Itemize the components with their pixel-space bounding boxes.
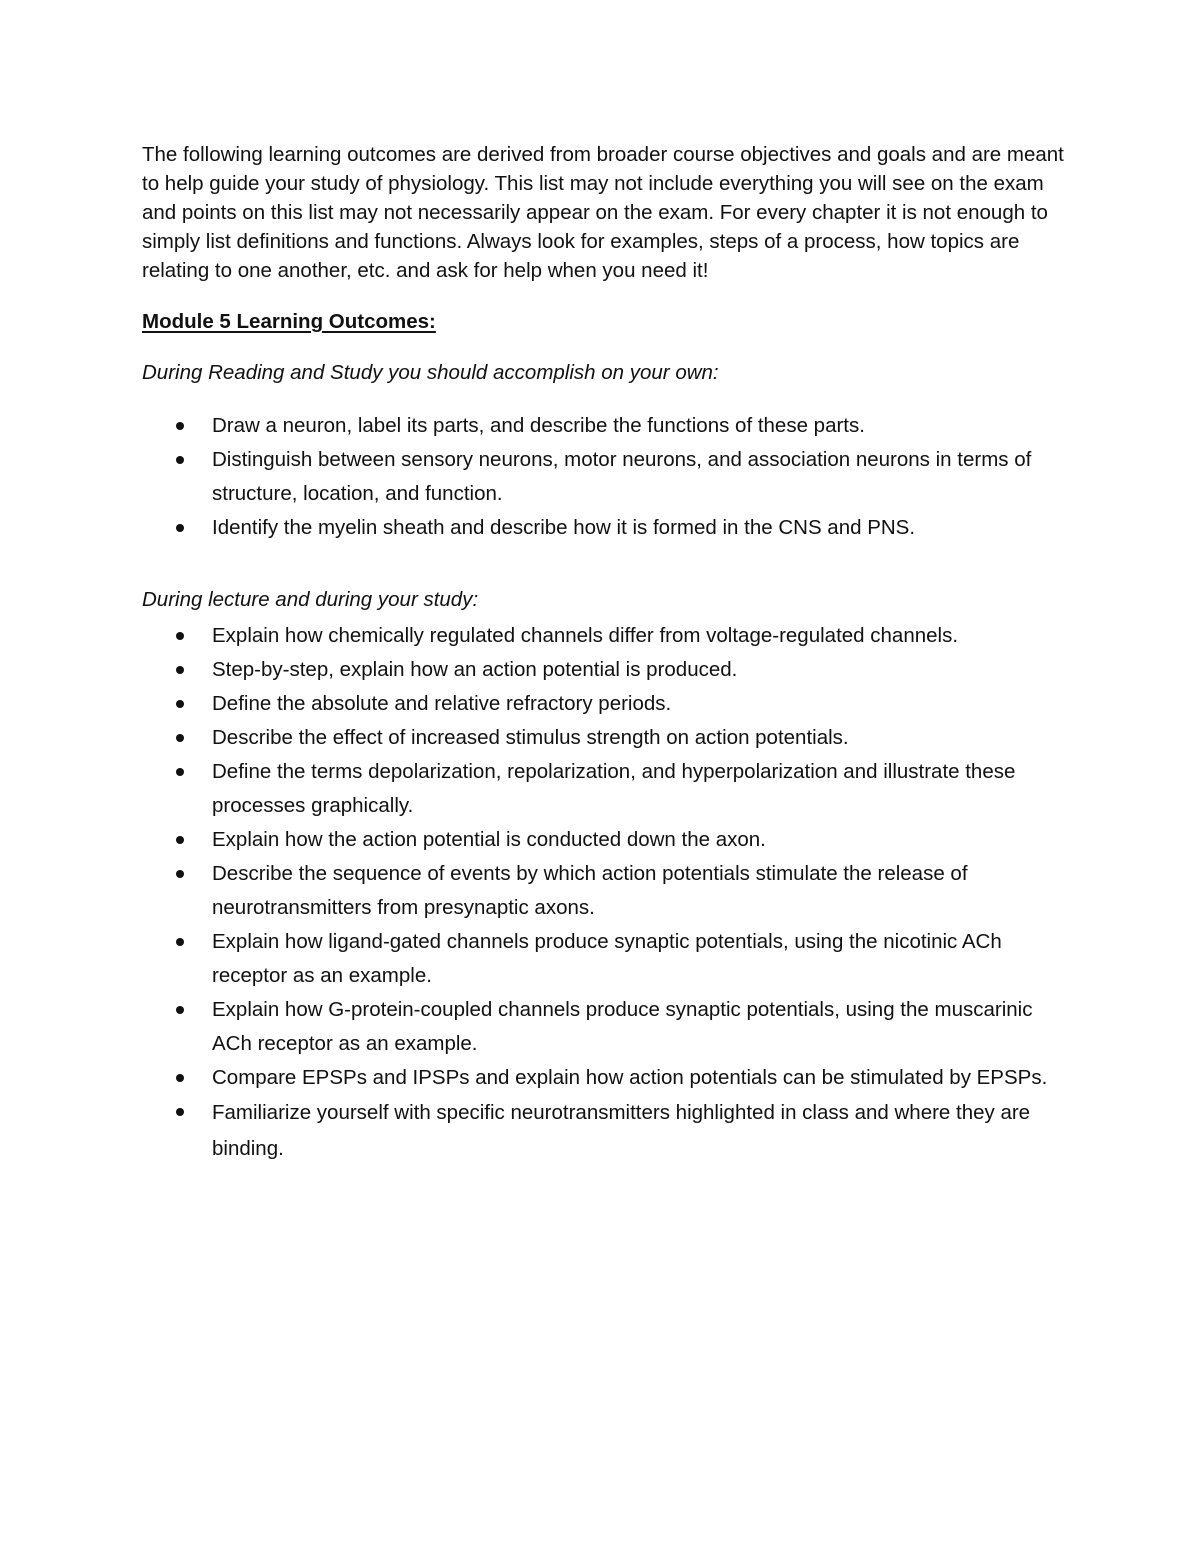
document-content (142, 140, 1067, 1167)
list-item (142, 1061, 1067, 1095)
bullet-icon (176, 700, 184, 708)
bullet-icon (176, 1108, 184, 1116)
bullet-icon (176, 1074, 184, 1082)
reading-section-label: During Reading and Study you should accomplish on your own: (142, 361, 719, 384)
bullet-icon (176, 632, 184, 640)
bullet-icon (176, 524, 184, 532)
list-item (142, 1095, 1067, 1167)
list-item-text: Step-by-step, explain how an action potential is produced. (212, 658, 738, 681)
bullet-icon (176, 734, 184, 742)
list-item (142, 823, 1067, 857)
list-item (142, 511, 1067, 545)
list-item (142, 443, 1067, 511)
lecture-outcomes-list (142, 619, 1067, 1167)
bullet-icon (176, 870, 184, 878)
list-item-text: Distinguish between sensory neurons, motor neurons, and association neurons in terms of structure, location, and function. (212, 448, 1032, 505)
list-item-text: Explain how G-protein-coupled channels produce synaptic potentials, using the muscarinic ACh receptor as an example. (212, 998, 1033, 1055)
list-item (142, 755, 1067, 823)
bullet-icon (176, 422, 184, 430)
list-item-text: Compare EPSPs and IPSPs and explain how action potentials can be stimulated by EPSPs. (212, 1066, 1048, 1089)
module-heading: Module 5 Learning Outcomes: (142, 310, 436, 333)
list-item-text: Draw a neuron, label its parts, and describe the functions of these parts. (212, 414, 865, 437)
list-item (142, 687, 1067, 721)
bullet-icon (176, 836, 184, 844)
bullet-icon (176, 768, 184, 776)
bullet-icon (176, 456, 184, 464)
list-item (142, 857, 1067, 925)
list-item-text: Familiarize yourself with specific neurotransmitters highlighted in class and where they are binding. (212, 1101, 1031, 1160)
list-item-text: Define the absolute and relative refractory periods. (212, 692, 672, 715)
intro-paragraph: The following learning outcomes are derived from broader course objectives and goals and are meant to help guide your study of physiology. This list may not include everything you will see on the exam and points on this list may not necessarily appear on the exam. For every chapter it is not enough to simply list definitions and functions. Always look for examples, steps of a process, how topics are relating to one another, etc. and ask for help when you need it! (142, 143, 1064, 282)
list-item (142, 653, 1067, 687)
list-item (142, 409, 1067, 443)
list-item-text: Identify the myelin sheath and describe how it is formed in the CNS and PNS. (212, 516, 916, 539)
list-item-text: Describe the effect of increased stimulus strength on action potentials. (212, 726, 849, 749)
list-item (142, 925, 1067, 993)
list-item (142, 721, 1067, 755)
list-item (142, 993, 1067, 1061)
bullet-icon (176, 666, 184, 674)
list-item-text: Explain how chemically regulated channels differ from voltage-regulated channels. (212, 624, 959, 647)
list-item-text: Explain how the action potential is conducted down the axon. (212, 828, 766, 851)
reading-outcomes-list (142, 409, 1067, 545)
lecture-section-label: During lecture and during your study: (142, 588, 479, 611)
list-item-text: Describe the sequence of events by which action potentials stimulate the release of neurotransmitters from presynaptic axons. (212, 862, 968, 919)
list-item-text: Explain how ligand-gated channels produce synaptic potentials, using the nicotinic ACh receptor as an example. (212, 930, 1002, 987)
bullet-icon (176, 1006, 184, 1014)
bullet-icon (176, 938, 184, 946)
list-item-text: Define the terms depolarization, repolarization, and hyperpolarization and illustrate these processes graphically. (212, 760, 1016, 817)
list-item (142, 619, 1067, 653)
